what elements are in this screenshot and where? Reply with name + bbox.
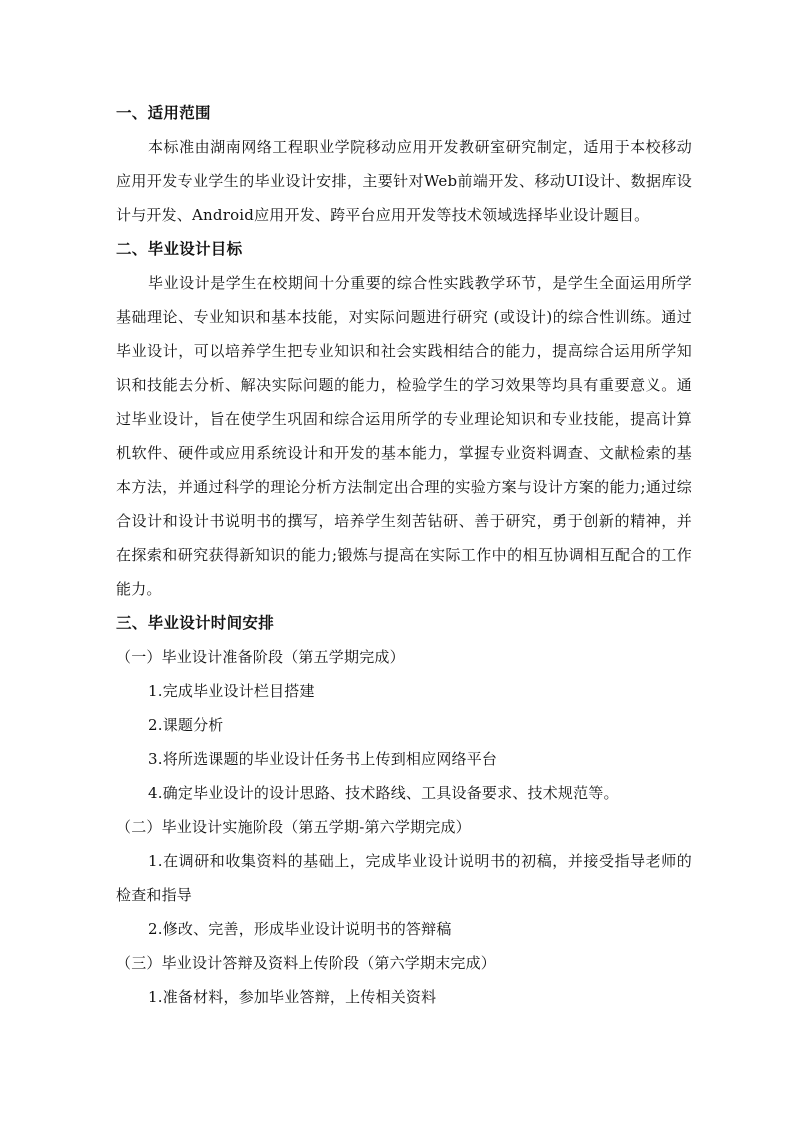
stage-item: 3.将所选课题的毕业设计任务书上传到相应网络平台 xyxy=(148,750,498,768)
stage-title-defense: （三）毕业设计答辩及资料上传阶段（第六学期末完成） xyxy=(116,954,497,972)
section-paragraph-goal: 毕业设计是学生在校期间十分重要的综合性实践教学环节，是学生全面运用所学基础理论、专业知识和基本技能，对实际问题进行研究 (或设计)的综合性训练。通过毕业设计，可以培养学生把专业知识和社会实践相结合的能力，提高综合运用所学知识和技能去分析、解决实际问题的能力，检验学生的学习效果等均具有重要意义。通过毕业设计，旨在使学生巩固和综合运用所学的专业理论知识和专业技能，提高计算机软件、硬件或应用系统设计和开发的基本能力，掌握专业资料调查、文献检索的基本方法，并通过科学的理论分析方法制定出合理的实验方案与设计方案的能力;通过综合设计和设计书说明书的撰写，培养学生刻苦钻研、善于研究，勇于创新的精神，并在探索和研究获得新知识的能力;锻炼与提高在实际工作中的相互协调相互配合的工作能力。 xyxy=(116,274,692,598)
section-heading-schedule: 三、毕业设计时间安排 xyxy=(116,614,275,632)
stage-item: 1.准备材料，参加毕业答辩，上传相关资料 xyxy=(148,988,437,1006)
section-heading-scope: 一、适用范围 xyxy=(116,104,211,122)
section-paragraph-scope: 本标准由湖南网络工程职业学院移动应用开发教研室研究制定，适用于本校移动应用开发专业学生的毕业设计安排，主要针对Web前端开发、移动UI设计、数据库设计与开发、Android应用开发、跨平台应用开发等技术领域选择毕业设计题目。 xyxy=(116,138,692,224)
stage-item: 1.完成毕业设计栏目搭建 xyxy=(148,682,315,700)
stage-item: 2.修改、完善，形成毕业设计说明书的答辩稿 xyxy=(148,920,452,938)
section-heading-goal: 二、毕业设计目标 xyxy=(116,240,243,258)
stage-title-preparation: （一）毕业设计准备阶段（第五学期完成） xyxy=(116,648,405,666)
stage-title-implementation: （二）毕业设计实施阶段（第五学期-第六学期完成） xyxy=(116,818,471,836)
stage-item: 4.确定毕业设计的设计思路、技术路线、工具设备要求、技术规范等。 xyxy=(148,784,619,802)
stage-item: 2.课题分析 xyxy=(148,716,224,734)
stage-item: 1.在调研和收集资料的基础上，完成毕业设计说明书的初稿，并接受指导老师的检查和指导 xyxy=(116,852,692,904)
document-body xyxy=(116,96,692,1014)
